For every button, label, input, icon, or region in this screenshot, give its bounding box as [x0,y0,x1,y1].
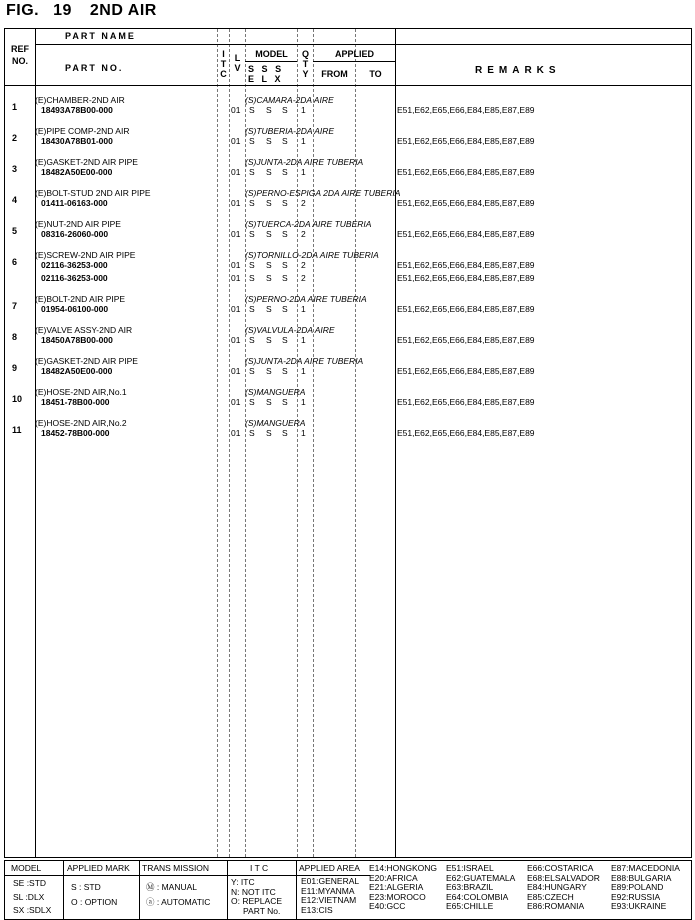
quantity: 1 [301,105,306,115]
model-sl-mark: S [266,366,272,376]
legend-model-title: MODEL [11,863,42,873]
lv-value: 01 [231,428,241,438]
part-name: (E)NUT-2ND AIR PIPE [35,219,121,229]
legend-areas-col3: E51:ISRAEL E62:GUATEMALA E63:BRAZIL E64:COLOMBIA E65:CHILLE [446,863,516,911]
model-sx-mark: S [282,273,288,283]
part-name-spanish: (S)TORNILLO-2DA AIRE TUBERIA [245,250,379,260]
part-number: 18493A78B00-000 [41,105,113,115]
model-sx-mark: S [282,105,288,115]
model-sl-mark: S [266,335,272,345]
quantity: 1 [301,397,306,407]
applied-header: APPLIED [334,49,374,59]
legend-applied-marks: S : STD O : OPTION [71,882,118,907]
ref-no: 10 [12,394,23,404]
part-name-spanish: (S)TUERCA-2DA AIRE TUBERIA [245,219,372,229]
lv-value: 01 [231,167,241,177]
part-name: (E)SCREW-2ND AIR PIPE [35,250,136,260]
ref-no: 1 [12,102,18,112]
model-sl-mark: S [266,428,272,438]
ref-no: 5 [12,226,18,236]
part-name-spanish: (S)CAMARA-2DA AIRE [245,95,334,105]
quantity: 1 [301,366,306,376]
table-row [5,219,691,249]
model-header: MODEL [255,49,288,59]
part-number: 18450A78B00-000 [41,335,113,345]
remarks: E51,E62,E65,E66,E84,E85,E87,E89 [397,428,535,438]
model-sx-mark: S [282,366,288,376]
model-se-mark: S [249,105,255,115]
legend-trans: Ⓜ : MANUAL ⓐ : AUTOMATIC [146,882,211,907]
ref-no: 7 [12,301,18,311]
lv-value: 01 [231,136,241,146]
ref-no-header: REF NO. [11,44,29,66]
model-se-mark: S [249,273,255,283]
part-number: 18452-78B00-000 [41,428,110,438]
part-name: (E)BOLT-2ND AIR PIPE [35,294,126,304]
part-number: 18482A50E00-000 [41,167,113,177]
legend-itc-title: I T C [250,863,269,873]
from-header: FROM [321,69,348,79]
model-se-mark: S [249,136,255,146]
model-se-mark: S [249,260,255,270]
quantity: 1 [301,136,306,146]
part-name-spanish: (S)VALVULA-2DA AIRE [245,325,335,335]
remarks: E51,E62,E65,E66,E84,E85,E87,E89 [397,397,535,407]
remarks: E51,E62,E65,E66,E84,E85,E87,E89 [397,136,535,146]
table-row [5,188,691,218]
part-name-spanish: (S)MANGUERA [245,418,306,428]
quantity: 1 [301,304,306,314]
quantity: 1 [301,167,306,177]
table-row [5,126,691,156]
remarks: E51,E62,E65,E66,E84,E85,E87,E89 [397,198,535,208]
part-name: (E)CHAMBER-2ND AIR [35,95,125,105]
model-se-mark: S [249,304,255,314]
header-rule [313,61,395,62]
part-number: 02116-36253-000 [41,260,108,270]
part-name-header: PART NAME [65,31,136,41]
header-rule [245,61,297,62]
model-sl-mark: S [266,304,272,314]
model-sx-mark: S [282,229,288,239]
to-header: TO [369,69,382,79]
lv-value: 01 [231,366,241,376]
ref-no: 6 [12,257,18,267]
model-sx-mark: S [282,335,288,345]
figure-number: 19 [53,2,72,19]
part-name: (E)BOLT-STUD 2ND AIR PIPE [35,188,151,198]
part-number: 01411-06163-000 [41,198,108,208]
ref-no: 11 [12,425,22,435]
header-rule [35,44,691,45]
legend-areas-col2: E14:HONGKONG E20:AFRICA E21:ALGERIA E23:MOROCO E40:GCC [369,863,438,911]
table-row [5,387,691,417]
model-subheader: S S S E L X [248,64,282,84]
table-row [5,356,691,386]
part-number: 18482A50E00-000 [41,366,113,376]
remarks: E51,E62,E65,E66,E84,E85,E87,E89 [397,260,535,270]
figure-title [6,2,157,20]
remarks: E51,E62,E65,E66,E84,E85,E87,E89 [397,366,535,376]
model-se-mark: S [249,335,255,345]
remarks: E51,E62,E65,E66,E84,E85,E87,E89 [397,105,535,115]
ref-no: 3 [12,164,18,174]
part-number: 01954-06100-000 [41,304,109,314]
part-number: 18451-78B00-000 [41,397,110,407]
model-sl-mark: S [266,229,272,239]
legend-box [4,860,692,920]
model-sl-mark: S [266,167,272,177]
model-sx-mark: S [282,136,288,146]
table-row [5,250,691,283]
ref-no: 8 [12,332,18,342]
model-sx-mark: S [282,260,288,270]
part-name: (E)GASKET-2ND AIR PIPE [35,356,138,366]
legend-applied-mark-title: APPLIED MARK [67,863,130,873]
remarks: E51,E62,E65,E66,E84,E85,E87,E89 [397,335,535,345]
legend-trans-title: TRANS MISSION [142,863,210,873]
part-name-spanish: (S)PERNO-ESPIGA 2DA AIRE TUBERIA [245,188,401,198]
part-name: (E)VALVE ASSY-2ND AIR [35,325,133,335]
table-row [5,95,691,125]
model-sx-mark: S [282,304,288,314]
remarks: E51,E62,E65,E66,E84,E85,E87,E89 [397,304,535,314]
model-se-mark: S [249,167,255,177]
part-number: 08316-26060-000 [41,229,109,239]
model-sx-mark: S [282,428,288,438]
part-name-spanish: (S)PERNO-2DA AIRE TUBERIA [245,294,367,304]
lv-header: L V [234,53,241,73]
legend-area-title: APPLIED AREA [299,863,360,873]
model-se-mark: S [249,366,255,376]
model-sl-mark: S [266,198,272,208]
legend-areas-col4: E66:COSTARICA E68:ELSALVADOR E84:HUNGARY E85:CZECH E86:ROMANIA [527,863,600,911]
part-no-header: PART NO. [65,63,124,73]
legend-areas-col1: E01:GENERAL E11:MYANMA E12:VIETNAM E13:CIS [301,876,360,915]
part-name: (E)PIPE COMP-2ND AIR [35,126,130,136]
legend-itc: Y: ITC N: NOT ITC O: REPLACE PART No. [231,877,283,916]
table-row [5,294,691,324]
lv-value: 01 [231,304,241,314]
remarks: E51,E62,E65,E66,E84,E85,E87,E89 [397,229,535,239]
part-name-spanish: (S)TUBERIA-2DA AIRE [245,126,335,136]
ref-no: 4 [12,195,18,205]
model-sx-mark: S [282,198,288,208]
remarks: E51,E62,E65,E66,E84,E85,E87,E89 [397,167,535,177]
model-sx-mark: S [282,397,288,407]
quantity: 2 [301,198,306,208]
model-sl-mark: S [266,136,272,146]
quantity: 2 [301,229,306,239]
legend-models: SE :STD SL :DLX SX :SDLX [13,878,52,915]
quantity: 2 [301,273,306,283]
part-number: 02116-36253-000 [41,273,108,283]
itc-header: I T C [220,49,227,79]
lv-value: 01 [231,198,241,208]
header-bottom-rule [5,85,691,86]
lv-value: 01 [231,273,241,283]
part-name: (E)HOSE-2ND AIR,No.2 [35,418,127,428]
part-number: 18430A78B01-000 [41,136,113,146]
model-se-mark: S [249,397,255,407]
lv-value: 01 [231,397,241,407]
part-name: (E)GASKET-2ND AIR PIPE [35,157,138,167]
lv-value: 01 [231,335,241,345]
table-row [5,325,691,355]
model-sl-mark: S [266,105,272,115]
model-se-mark: S [249,229,255,239]
model-sx-mark: S [282,167,288,177]
ref-no: 9 [12,363,18,373]
quantity: 2 [301,260,306,270]
quantity: 1 [301,335,306,345]
model-sl-mark: S [266,260,272,270]
part-name: (E)HOSE-2ND AIR,No.1 [35,387,127,397]
table-row [5,418,691,448]
part-name-spanish: (S)MANGUERA [245,387,306,397]
lv-value: 01 [231,260,241,270]
ref-no: 2 [12,133,18,143]
model-sl-mark: S [266,273,272,283]
lv-value: 01 [231,105,241,115]
model-sl-mark: S [266,397,272,407]
figure-label: FIG. [6,2,40,19]
part-name-spanish: (S)JUNTA-2DA AIRE TUBERIA [245,157,364,167]
legend-areas-col5: E87:MACEDONIA E88:BULGARIA E89:POLAND E92:RUSSIA E93:UKRAINE [611,863,680,911]
lv-value: 01 [231,229,241,239]
part-name-spanish: (S)JUNTA-2DA AIRE TUBERIA [245,356,364,366]
quantity: 1 [301,428,306,438]
figure-name: 2ND AIR [89,2,157,19]
table-row [5,157,691,187]
remarks-header: REMARKS [475,65,561,76]
parts-table [4,28,692,858]
remarks: E51,E62,E65,E66,E84,E85,E87,E89 [397,273,535,283]
qty-header: Q T Y [301,49,309,79]
model-se-mark: S [249,198,255,208]
model-se-mark: S [249,428,255,438]
